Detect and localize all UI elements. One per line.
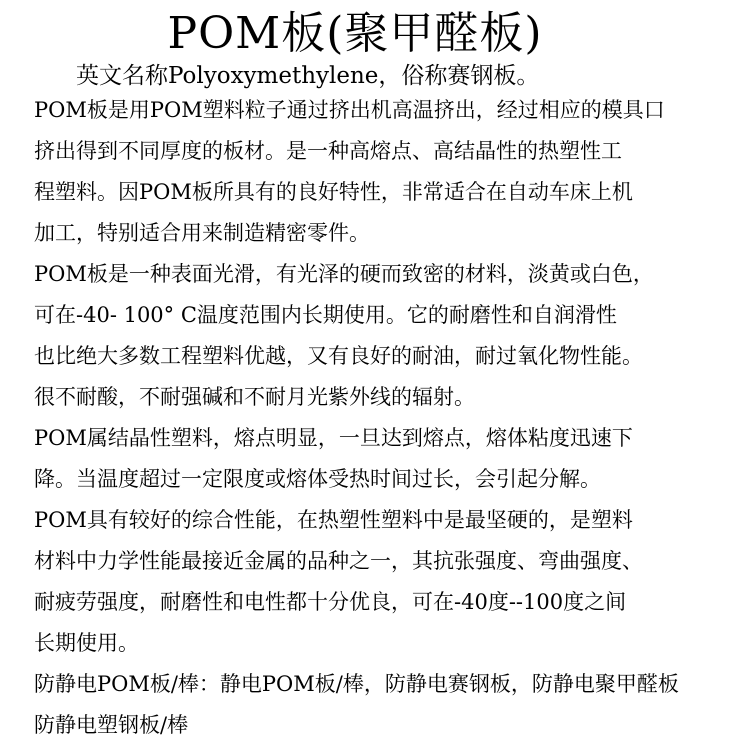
document-subtitle: 英文名称Polyoxymethylene，俗称赛钢板。 bbox=[76, 63, 540, 89]
text-line: 很不耐酸，不耐强碱和不耐月光紫外线的辐射。 bbox=[34, 385, 475, 409]
text-line: 降。当温度超过一定限度或熔体受热时间过长，会引起分解。 bbox=[34, 467, 601, 491]
text-line: 也比绝大多数工程塑料优越，又有良好的耐油，耐过氧化物性能。 bbox=[34, 344, 643, 368]
text-line: POM属结晶性塑料，熔点明显，一旦达到熔点，熔体粘度迅速下 bbox=[34, 426, 633, 450]
text-line: POM板是用POM塑料粒子通过挤出机高温挤出，经过相应的模具口 bbox=[34, 98, 665, 122]
text-line: 程塑料。因POM板所具有的良好特性，非常适合在自动车床上机 bbox=[34, 180, 633, 204]
text-line: 耐疲劳强度，耐磨性和电性都十分优良，可在-40度--100度之间 bbox=[34, 590, 627, 614]
document-body bbox=[34, 90, 740, 746]
text-line: 长期使用。 bbox=[34, 631, 139, 655]
text-line: 挤出得到不同厚度的板材。是一种高熔点、高结晶性的热塑性工 bbox=[34, 139, 622, 163]
document-title: POM板(聚甲醛板) bbox=[167, 8, 543, 59]
text-line: 加工，特别适合用来制造精密零件。 bbox=[34, 221, 370, 245]
text-line: POM板是一种表面光滑，有光泽的硬而致密的材料，淡黄或白色， bbox=[34, 262, 654, 286]
text-line: 可在-40- 100° C温度范围内长期使用。它的耐磨性和自润滑性 bbox=[34, 303, 617, 327]
text-line: 材料中力学性能最接近金属的品种之一，其抗张强度、弯曲强度、 bbox=[34, 549, 643, 573]
text-line: 防静电POM板/棒：静电POM板/棒，防静电赛钢板，防静电聚甲醛板 bbox=[34, 672, 679, 696]
text-line: POM具有较好的综合性能，在热塑性塑料中是最坚硬的，是塑料 bbox=[34, 508, 633, 532]
text-line: 防静电塑钢板/棒 bbox=[34, 713, 189, 737]
